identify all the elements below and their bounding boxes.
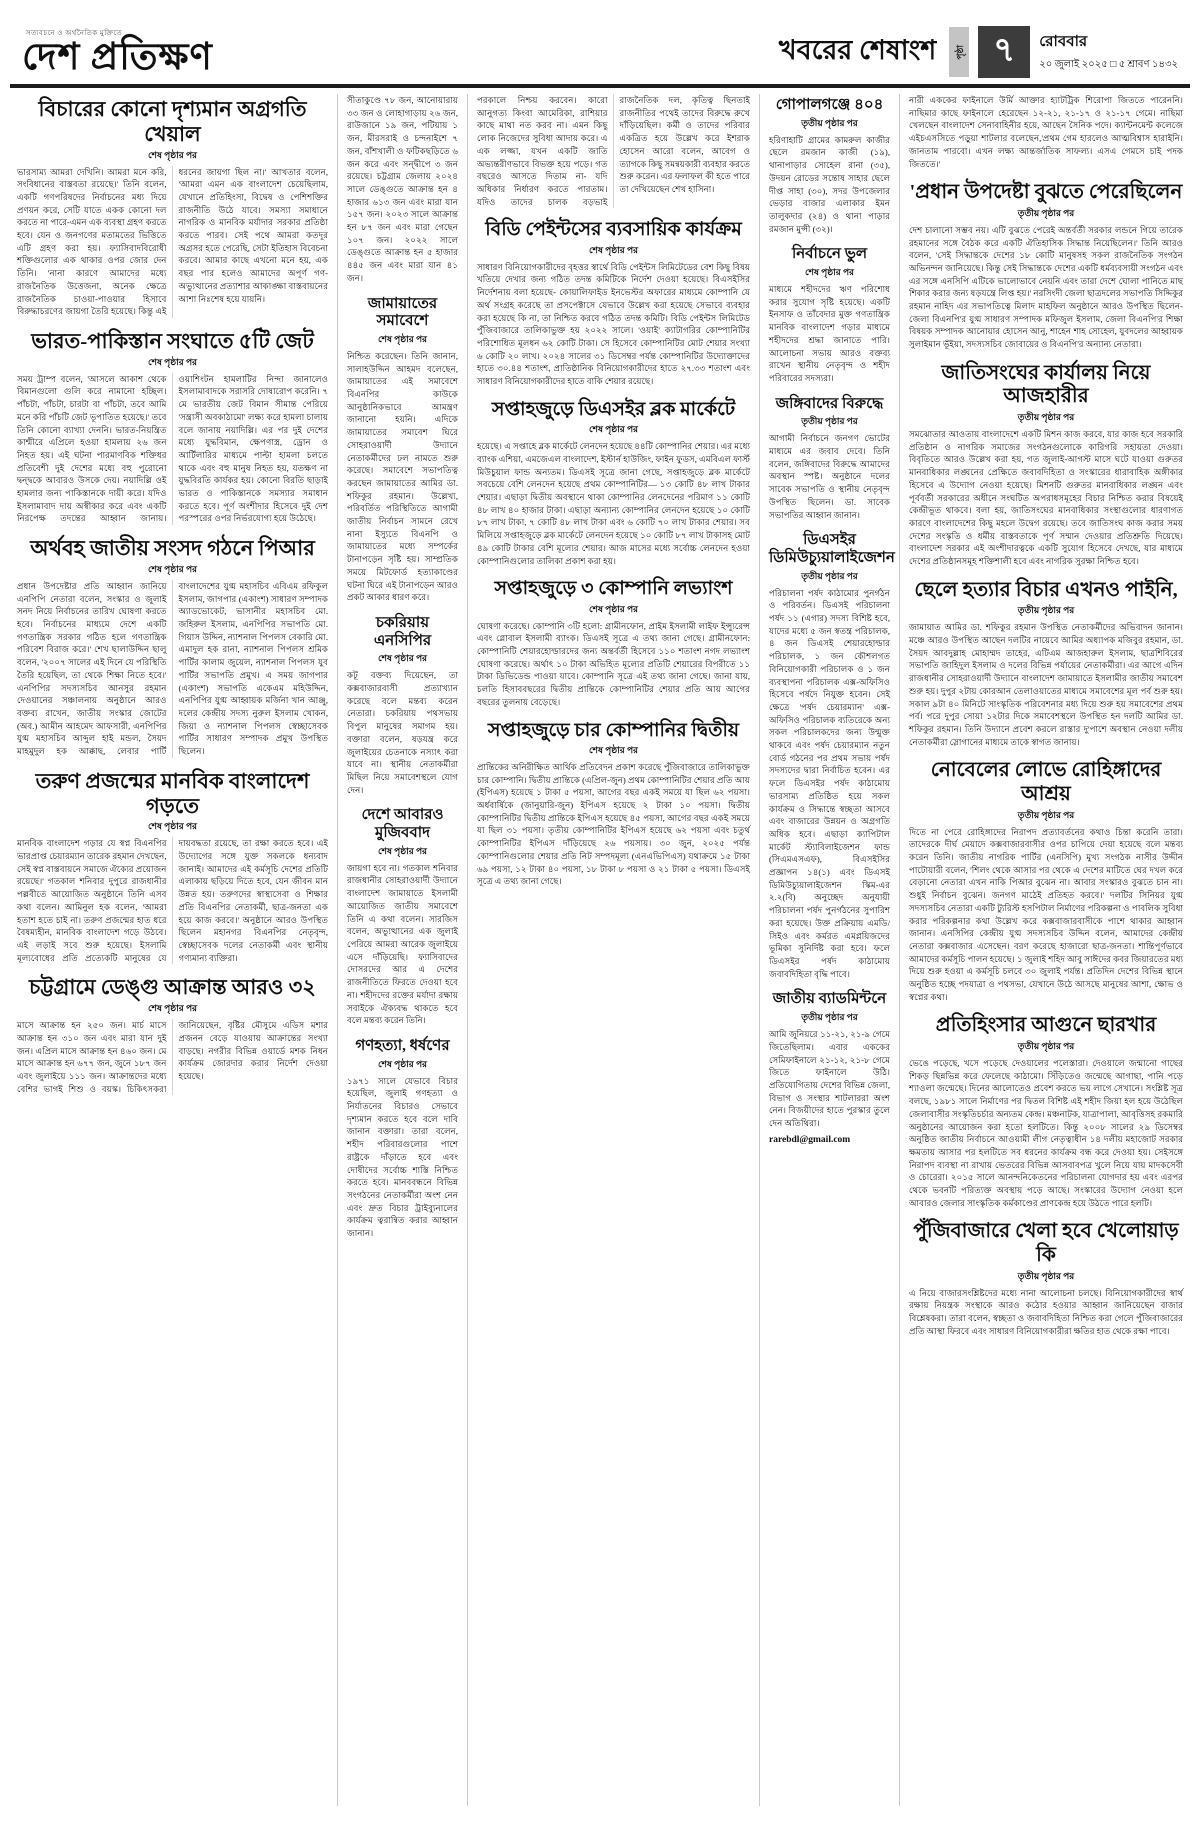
article: [17, 329, 328, 525]
continuation-label: শেষ পৃষ্ঠার পর: [588, 603, 639, 614]
article-body: ১৯৭১ সালে যেভাবে বিচার হয়েছিল, জুলাই গণহত্যা ও নির্যাতনের বিচারও সেভাবে দৃশ্যমান করতে হবে বলে দাবি জানান বক্তারা। তারা বলেন, শহীদ পরিবারগুলোর পাশে রাষ্ট্রকে দাঁড়াতে হবে এবং দোষীদের সর্বোচ্চ শাস্তি নিশ্চিত করতে হবে। মানববন্ধনে বিভিন্ন সংগঠনের নেতাকর্মীরা অংশ নেন এবং দ্রুত বিচার ট্রাইব্যুনালের কার্যক্রম ত্বরান্বিত করার আহ্বান জানান।: [347, 1075, 458, 1239]
article-headline: নোবেলের লোভে রোহিঙ্গাদের আশ্রয়: [930, 759, 1162, 805]
article-body: পরকালে নিশ্চয় করবেন। কারো আনুগত্য কিংবা আমেরিকা, রাশিয়ার কাছে মাথা নত করব না। এমন কিছু লোক নিজেদের সুবিধা আদায় করে। এ এক লজ্জা, যখন একটি জাতি অভ্যন্তরীণভাবে বিভক্ত হয়ে পড়ে। গত বছরেও আসতে দিতাম না- যদি অধিকার নির্ধারণ করতে পারতাম। যদিও তাদের চালক বড়ভাই রাজনৈতিক দল, কৃতিত্ব ছিনতাই রাজনীতির পথেই তাদের বিরুদ্ধে রুখে দাঁড়িয়েছিল। কর্মী ও তাদের পরিবার একত্রিত হয়ে উল্লেখ করে ইশরাক হোসেন আরো বলেন, আবেগ ও ত্যাগকে কিছু সমন্বয়কারী ব্যবহার করতে শুরু করেন। এর ফলাফল কী হতে পারে তা দেখিয়েছেন শেখ হাসিনা।: [477, 95, 750, 207]
article: [477, 94, 750, 208]
article: [909, 1014, 1183, 1209]
date-line: ২০ জুলাই ২০২৫ □ ৫ শ্রাবণ ১৪৩২: [1039, 59, 1178, 70]
masthead-left: [22, 27, 213, 78]
article: [909, 1220, 1183, 1337]
article-headline: সপ্তাহজুড়ে চার কোম্পানির দ্বিতীয়: [487, 719, 740, 741]
date-block: [1039, 30, 1178, 74]
article-body: নারী এককের ফাইনালে উর্মি আক্তার হ্যাটট্রিক শিরোপা জিততে পারেননি। নাছিমার কাছে ফাইনালে হেরেছেন ১২-২১, ২১-১৭ ও ২১-১৭ গেমে। নাছিমা খেলছেন বাংলাদেশ সেনাবাহিনীর হয়ে, আছেন সৈনিক পদে। ক্যান্টনমেন্ট কলেজে এইচএসসিতে পড়ুয়া শাটলার বলেছেন,'প্রথম গেম হারলেও আত্মবিশ্বাস হারাইনি। জানতাম পারবো। এখন লক্ষ্য আন্তর্জাতিক সাফল্য। এসএ গেমসে চাই পদক জিততে।': [909, 95, 1183, 169]
article: [769, 97, 890, 235]
masthead-right: [779, 26, 1178, 78]
article: [909, 94, 1183, 170]
article-headline: সপ্তাহজুড়ে ৩ কোম্পানি লভ্যাংশ: [494, 578, 733, 600]
article-body: প্রান্তিকের অনিরীক্ষিত আর্থিক প্রতিবেদন প্রকাশ করেছে পুঁজিবাজারে তালিকাভুক্ত চার কোম্পানি। দ্বিতীয় প্রান্তিকে (এপ্রিল-জুন) প্রথম কোম্পানিটির শেয়ার প্রতি আয় (ইপিএস) হয়েছে ১ টাকা ৫ পয়সা, আগের বছর একই সময়ে যা ছিল ৬২ পয়সা। অর্ধবার্ষিকে (জানুয়ারি-জুন) ইপিএস হয়েছে ২ টাকা ১০ পয়সা। দ্বিতীয় কোম্পানিটির দ্বিতীয় প্রান্তিকে ইপিএস হয়েছে ৪৫ পয়সা, আগের বছর একই সময়ে যা ছিল ৩১ পয়সা। তৃতীয় কোম্পানিটির ইপিএস হয়েছে ৬২ পয়সা এবং চতুর্থ কোম্পানিটির ইপিএস দাঁড়িয়েছে ২৬ পয়সায়। ৩০ জুন, ২০২৫ পর্যন্ত কোম্পানিগুলোর শেয়ার প্রতি নিট সম্পদমূল্য (এনএভিপিএস) যথাক্রমে ১৫ টাকা ৬৯ পয়সা, ১২ টাকা ৪০ পয়সা, ১৮ টাকা ৮ পয়সা ও ২১ টাকা ৫ পয়সা। ডিএসই সূত্রে এ তথ্য জানা গেছে।: [477, 761, 750, 887]
article-body: জামায়াত আমির ডা. শফিকুর রহমান উপস্থিত নেতাকর্মীদের অভিবাদন জানান। মঞ্চে আরও উপস্থিত আছেন দলটির নায়েবে আমির অধ্যাপক মজিবুর রহমান, ডা. সৈয়দ আবদুল্লাহ মোহাম্মদ তাহের, এটিএম আজহারুল ইসলাম, ছাত্রশিবিরের সভাপতি জাহিদুল ইসলাম ও দলের বিভিন্ন পর্যায়ের নেতাকর্মীরা। এর আগে এদিন রাজধানীর সোহরাওয়ার্দী উদ্যানে বাংলাদেশ জামায়াতে ইসলামীর জাতীয় সমাবেশ শুরু হয়। দুপুর ২টায় কোরআন তেলাওয়াতের মাধ্যমে সমাবেশের মূল পর্ব শুরু হয়। সকাল ৯টা ৪০ মিনিটে সাংস্কৃতিক পরিবেশনার মধ্য দিয়ে শুরু হয় সমাবেশের প্রথম পর্ব। পরে দুপুর সোয়া ১২টার দিকে সমাবেশস্থলে উপস্থিত হন দলটি আমির ডা. শফিকুর রহমান। তিনি উদ্যানে প্রবেশ করলে রাস্তার দু'পাশে অবস্থান নেওয়া দলীয় নেতাকর্মীরা স্লোগানের মাধ্যমে তাকে স্বাগত জানায়।: [909, 622, 1183, 747]
article-headline: দেশে আবারও মুজিববাদ: [361, 807, 444, 842]
continuation-label: তৃতীয় পৃষ্ঠার পর: [801, 117, 858, 128]
article-body: সীতাকুণ্ডে ৭৮ জন, আনোয়ারায় ৩৩ জন ও লোহাগাড়ায় ২৬ জন, রাউজানে ১৯ জন, পটিয়ায় ১ জন, মীরসরাই ও চন্দনাইশে ৭ জন, বাঁশখালী ও ফটিকছড়িতে ৬ জন করে এবং সন্দ্বীপে ৩ জন রয়েছে। চট্টগ্রাম জেলায় ২০২৪ সালে ডেঙ্গুতে আক্রান্ত হন ৪ হাজার ৬১৩ জন এবং মারা যান ১৫৭ জন। ২০২৩ সালে আক্রান্ত হন ৮৭ জন এবং মারা গেছেন ১০৭ জন। ২০২২ সালে ডেঙ্গুতে আক্রান্ত হন ৫ হাজার ৪৪৫ জন এবং মারা যান ৪১ জন।: [347, 95, 458, 283]
article-headline: প্রতিহিংসার আগুনে ছারখার: [935, 1014, 1157, 1037]
continuation-label: তৃতীয় পৃষ্ঠার পর: [1017, 412, 1075, 423]
article-body: এ নিয়ে বাজারসংশ্লিষ্টদের মধ্যে নানা আলোচনা চলছে। বিনিয়োগকারীদের স্বার্থ রক্ষায় নিয়ন্ত্রক সংস্থাকে আরও কঠোর হওয়ার আহ্বান জানিয়েছেন বাজার বিশ্লেষকরা। তারা বলেন, স্বচ্ছতা ও জবাবদিহিতা নিশ্চিত করা গেলে পুঁজিবাজারের প্রতি আস্থা ফিরবে এবং সাধারণ বিনিয়োগকারীরা ক্ষতির হাত থেকে রক্ষা পাবে।: [909, 1287, 1183, 1336]
continuation-label: শেষ পৃষ্ঠার পর: [804, 267, 855, 277]
article-headline: সপ্তাহজুড়ে ডিএসইর ব্লক মার্কেটে: [491, 398, 736, 420]
article-body: দিতে না পেরে রোহিঙ্গাদের নিরাপদ প্রত্যাবর্তনের কথাও চিন্তা করেনি তারা। তাদেরকে দীর্ঘ মেয়াদে কক্সবাজারবাসীর ওপর চাপিয়ে দেয়া হয়েছে বলে মন্তব্য করেন তিনি। জাতীয় নাগরিক পার্টির (এনসিপি) মুখ্য সংগঠক নাসীর উদ্দীন পাটোয়ারী বলেন, 'শিলং থেকে আসার পর থেকে এ দেশের মাটিতে ঘের দখল করে বেড়ানো নেতারা এখন নাকি পিআর বুঝেন না। আবার সংস্কারও বুঝতে চান না। শুধুই নির্বাচন বুঝেন। জনগণ মাঠেই প্রতিহত করবে।' দলটির সিনিয়র যুগ্ম সদস্যসচিব নেতারা একটি ট্যুরিস্ট হসপিটাল নির্মাণের পরিকল্পনা ও পাবলিক সুবিধা করার পরিকল্পনার কথা উল্লেখ করে কক্সবাজারবাসীকে পাশে থাকার আহ্বান জানান। এনসিপির কেন্দ্রীয় যুগ্ম সদস্যসচিব উদ্দিন বলেন, আমাদের কেন্দ্রীয় নেতারা কক্সবাজার এসেছেন। বরণ করেছে হাজারো ছাত্র-জনতা। শান্তিপূর্ণভাবে আমাদের কর্মসূচি পালন হয়েছে। ১ জুলাই শহিদ আবু সাঈদের কবর জিয়ারতের মধ্য দিয়ে শুরু হওয়া এ কর্মসূচি চলবে ৩০ জুলাই পর্যন্ত। প্রতিদিন দেশের বিভিন্ন স্থানে অনুষ্ঠিত হচ্ছে পদযাত্রা ও পথসভা, যেখানে উঠে আসছে মানুষের আশা, ক্ষোভ ও স্বপ্নের কথা।: [909, 826, 1183, 1002]
region-column-5: [760, 94, 900, 1806]
article-body: ঘোষণা করেছে। কোম্পানি ৩টি হলো: গ্রামীনফোন, প্রাইম ইসলামী লাইফ ইন্স্যুরেন্স এবং গ্লোবাল ইসলামী ব্যাংক। ডিএসই সূত্রে এ তথ্য জানা গেছে। গ্রামীনফোন: কোম্পানিটি শেয়ারহোল্ডারদের জন্য অন্তর্বর্তী হিসেবে ১১০ শতাংশ নগদ লভ্যাংশ ঘোষণা করেছে। অর্থাৎ ১০ টাকা অভিহিত মূল্যের প্রতিটি শেয়ারের বিপরীতে ১১ টাকা ডিভিডেন্ড পাওয়া যাবে। কোম্পানি সূত্রে এই তথ্য জানা গেছে। জানা যায়, চলতি হিসাববছরের দ্বিতীয় প্রান্তিকে কোম্পানিটির শেয়ার প্রতি আয় আগের বছরের তুলনায় বেড়েছে।: [477, 620, 750, 707]
continuation-label: শেষ পৃষ্ঠার পর: [377, 333, 428, 344]
article: [17, 536, 328, 758]
article-body: ভারসাম্য আমরা দেখিনি। আমরা মনে করি, সংবিধানের বাস্তবতা রয়েছে।' তিনি বলেন, একটি গণপরিষদের নির্বাচনের মধ্য দিয়ে প্রণয়ন করে, সেটি যাতে একক কোনো দল করতে না পারে-এমন এক ব্যবস্থা গ্রহণ করতে হবে। যেন ও জনগণের মতামতের ভিত্তিতে এটি গ্রহণ করা হয়। ফ্যাসিবাদবিরোধী শক্তিগুলোর এক থাকার ওপর জোর দেন তিনি। 'নানা কারণে আমাদের মধ্যে রাজনৈতিক উত্তেজনা, অনেক ক্ষেত্রে রাজনৈতিক চাওয়া-পাওয়ার হিসাবে বিরুদ্ধাচরণের জায়গা তৈরি হয়েছে। কিন্তু এই ধরনের জায়গা ছিল না।' আখতার বলেন, 'আমরা এমন এক বাংলাদেশ চেয়েছিলাম, যেখানে প্রতিহিংসা, বিদ্বেষ ও পেশিশক্তির রাজনীতি উঠে যাবে। সমস্যা সমাধানে নাগরিক ও মানবিক মর্যাদার সরকার প্রতিষ্ঠা করতে পারব। সেই পথে আমরা কতদূর অগ্রসর হতে পেরেছি, সেটা ইতিহাস বিবেচনা করবে। আমার কাছে এখনো মনে হয়, এক বছর পার হলেও আমাদের অপূর্ণ গণ-অভ্যুত্থানের প্রত্যাশার আকাঙ্ক্ষা বাস্তবায়নের আশা নিঃশেষ হয়ে যায়নি।: [17, 166, 328, 317]
article-headline: তরুণ প্রজন্মের মানবিক বাংলাদেশ গড়তে: [35, 768, 310, 818]
article: [347, 1038, 458, 1240]
article-body: সমঝোতার আওতায় বাংলাদেশে একটি মিশন কাজ করবে, যার কাজ হবে সরকারি প্রতিষ্ঠান ও নাগরিক সমাজের সংগঠনগুলোকে কারিগরি সহায়তা দেওয়া। বিবৃতিতে আরও উল্লেখ করা হয়, গত জুলাই-আগস্ট মাসে ঘটে যাওয়া গুরুতর মানবাধিকার লঙ্ঘনের প্রেক্ষিতে জবাবদিহিতা ও সংস্কারের ধারাবাহিক অঙ্গীকার হিসেবে এ উদ্যোগ নেওয়া হয়েছে। মিশনটি গুরুতর মানবাধিকার লঙ্ঘন এবং পূর্ববর্তী সরকারের অধীনে সংঘটিত অপরাধসমূহের বিচার নিশ্চিত করার বিষয়েই কেন্দ্রীভূত থাকবে। বলা হয়, জাতিসংঘের মানবাধিকার সংস্থাগুলোর ধারণাগত কারণে বাংলাদেশের কিছু মহলে উদ্বেগ রয়েছে। তবে জাতিসংঘ কাজ করার সময় দেশের সংস্কৃতি ও ধর্মীয় বাস্তবতাকে পূর্ণ সম্মান দেওয়ার প্রতিশ্রুতি দিয়েছে। বাংলাদেশ সরকার এই অংশীদারত্বকে একটি সুযোগ হিসেবে দেখছে, যার মাধ্যমে দেশের প্রতিষ্ঠানসমূহ শক্তিশালী হবে এবং নাগরিক সুরক্ষা নিশ্চিত হবে।: [909, 429, 1183, 567]
article: [477, 720, 750, 888]
article-headline: বিচারের কোনো দৃশ্যমান অগ্রগতি খেয়াল: [38, 97, 307, 146]
section-title: খবরের শেষাংশ: [778, 34, 937, 65]
article: [477, 399, 750, 567]
article: [769, 532, 895, 980]
article: [17, 975, 328, 1095]
article-body: প্রধান উপদেষ্টার প্রতি আহ্বান জানিয়ে এনপিপি নেতারা বলেন, সংস্কার ও জুলাই সনদ নিয়ে নির্বাচনের তারিখ ঘোষণা করতে হবে। নির্বাচনের মাধ্যমে দেশে একটি গণতান্ত্রিক সরকার গঠিত হলে গণতান্ত্রিক পরিবেশ বিরাজ করে।' শেখ ছালাউদ্দিন ছালু বলেন, '২০০৭ সালের এই দিনে যে পরিস্থিতি তৈরি হয়েছিল, তা থেকে শিক্ষা নিতে হবে।' এনপিপির সদস্যসচিব আনসুর রহমান দেওয়ানের সঞ্চালনায় অনুষ্ঠানে আরও বক্তব্য রাখেন, জাতীয় সংস্কার জোটের (অব.) আমীন আহমেদ আফসারী, এনপিপির যুগ্ম মহাসচিব আব্দুল হাই মন্ডল, সৈয়দ মাহমুদুল হক আক্কাছ, লেবার পার্টি বাংলাদেশের যুগ্ম মহাসচিব এবিএম রফিকুল ইসলাম, জাগপার (একাংশ) সাধারণ সম্পাদক অ্যাডভোকেট, ভাসানীর মহাসচিব মো. জহিরুল ইসলাম, এনপিপির সভাপতি মো. গিয়াস উদ্দিন, ন্যাশনাল পিপলস বেকারি মো. এমাদুল হক রানা, ন্যাশনাল পিপলস শ্রমিক পার্টির কালাম জুয়েল, ন্যাশনাল পিপলস যুব পার্টির সভাপতি প্রমুখ। এ সময় জাগপার (একাংশ) সভাপতি একেএম মহিউদ্দিন, এনপিপির যুগ্ম আহ্বায়ক মর্জিনা খান আঞ্জু, দলের কেন্দ্রীয় সদস্য নুরুল ইসলাম খোকন, জিয়া ও ন্যাশনাল পিপলস স্বেচ্ছাসেবক পার্টির সাধারণ সম্পাদক প্রমুখ উপস্থিত ছিলেন।: [17, 580, 328, 757]
article-body: মাসে আক্রান্ত হন ২৫০ জন। মার্চ মাসে আক্রান্ত হন ৩১০ জন এবং মারা যান দুই জন। এপ্রিল মাসে আক্রান্ত হন ৪৬০ জন। মে মাসে আক্রান্ত হন ৬৭৭ জন, জুনে ১৮৭ জন এবং জুলাইয়ে ১১১ জন। আক্রান্তদের মধ্যে বেশির ভাগই শিশু ও বয়স্ক। চিকিৎসকরা জানিয়েছেন, বৃষ্টির মৌসুমে এডিস মশার প্রজনন বেড়ে যাওয়ায় আক্রান্তের সংখ্যা বাড়ছে। নগরীর বিভিন্ন ওয়ার্ডে মশক নিধন কার্যক্রম জোরদার করার নির্দেশ দেওয়া হয়েছে।: [17, 1020, 328, 1094]
article-headline: বিডি পেইন্টসের ব্যবসায়িক কার্যক্রম: [485, 219, 742, 241]
article: [347, 807, 458, 1027]
article: [769, 396, 890, 522]
article: [347, 296, 458, 604]
article-body: কটূ বক্তব্য দিয়েছেন, তা কক্সবাজারবাসী প্রত্যাখ্যান করেছে বলে মন্তব্য করেন নেতারা। চকরিয়ায় পথসভায় বিপুল মানুষের সমাগম হয়। বক্তারা বলেন, ষড়যন্ত্র করে জুলাইয়ের চেতনাকে নস্যাৎ করা যাবে না। স্থানীয় নেতাকর্মীরা মিছিল নিয়ে সমাবেশস্থলে যোগ দেন।: [347, 670, 458, 795]
article: [347, 615, 458, 796]
article-headline: চকরিয়ায় এনসিপির: [373, 614, 432, 649]
article-body: আমি জুনিয়রে ১১-২১, ২১-৯ গেমে জিতেছিলাম। এবার এককের সেমিফাইনালে ২১-১২, ২১-৮ গেমে জিতে ফাইনালে উঠি। প্রতিযোগিতায় দেশের বিভিন্ন জেলা, বিভাগ ও সংস্থার শাটলাররা অংশ নেন। বিজয়ীদের হাতে পুরস্কার তুলে দেন অতিথিরা।: [769, 1029, 890, 1129]
continuation-label: শেষ পৃষ্ঠার পর: [588, 424, 639, 435]
newspaper-logo: দেশ প্রতিক্ষণ: [22, 37, 213, 79]
article-headline: চট্টগ্রামে ডেঙ্গু আক্রান্ত আরও ৩২: [29, 975, 316, 1000]
article: [909, 362, 1183, 568]
continuation-label: শেষ পৃষ্ঠার পর: [147, 356, 198, 367]
continuation-label: শেষ পৃষ্ঠার পর: [147, 821, 198, 832]
article: [769, 246, 890, 384]
continuation-label: শেষ পৃষ্ঠার পর: [377, 845, 428, 856]
article-body: হরিণাহাটি গ্রামের কামরুল কাজীর ছেলে রমজান কাজী (১৯), থানাপাড়ার সোহেল রানা (৩৫), উদয়ন রোডের সন্তোষ সাহার ছেলে দীপ্ত সাহা (৩০), সদর উপজেলার ভেড়ার বাজার এলাকার ইমন তালুকদার (২৪) ও থানা পাড়ার রমজান মুন্সী (৩২)।: [769, 134, 890, 234]
continuation-label: শেষ পৃষ্ঠার পর: [377, 653, 428, 664]
article-body: সাধারণ বিনিয়োগকারীদের বৃহত্তর স্বার্থে বিডি পেইন্টস লিমিটেডের বেশ কিছু বিষয় খতিয়ে দেখার জন্য গঠিত তদন্ত কমিটিকে নির্দেশ দেওয়া হয়েছে। বিএসইসির নির্দেশনায় বলা হয়েছে- কোয়ালিফাইড ইনভেস্টর অফারের মাধ্যমে কোম্পানি যে অর্থ সংগ্রহ করেছে তা প্রসপেক্টাসে যেভাবে উল্লেখ করা হয়েছে সেভাবে ব্যবহার করা হয়েছে কি না, তা নিশ্চিত করবে গঠিত তদন্ত কমিটি। বিডি পেইন্টস লিমিটেড পুঁজিবাজারে তালিকাভুক্ত হয় ২০২২ সালে। 'ওয়াই' ক্যাটাগরির কোম্পানিটির পরিশোধিত মূলধন ৬২ কোটি টাকা। সে হিসেবে কোম্পানিটির মোট শেয়ার সংখ্যা ৬ কোটি ২০ লাখ। ২০২৪ সালের ৩১ ডিসেম্বর পর্যন্ত কোম্পানিটির উদ্যোক্তাদের হাতে ৩০.৪৪ শতাংশ, প্রাতিষ্ঠানিক বিনিয়োগকারীদের হাতে ২৭.৩৩ শতাংশ এবং সাধারণ বিনিয়োগকারীদের হাতে বাকি শেয়ার রয়েছে।: [477, 261, 750, 387]
continuation-label: শেষ পৃষ্ঠার পর: [588, 744, 639, 755]
article-body: নিশ্চিত করেছেন। তিনি জানান, সালাহউদ্দিন আহমদ বলেছেন, জামায়াতের এই সমাবেশে বিএনপির কাউকে আনুষ্ঠানিকভাবে আমন্ত্রণ জানানো হয়নি। এদিকে জামায়াতের সমাবেশ ঘিরে সোহরাওয়ার্দী উদ্যানে নেতাকর্মীদের ঢল নামতে শুরু করেছে। সমাবেশে সভাপতিত্ব করছেন জামায়াতের আমির ডা. শফিকুর রহমান। উল্লেখ্য, পরিবর্তিত পরিস্থিতিতে আগামী জাতীয় নির্বাচন সামনে রেখে নানা ইস্যুতে বিএনপি ও জামায়াতের মধ্যে সম্পর্কের টানাপড়েন সৃষ্টি হয়। সাম্প্রতিক সময়ে মিটফোর্ড হত্যাকাণ্ডের ঘটনা ঘিরে এই টানাপড়েন আরও প্রকট আকার ধারণ করে।: [347, 350, 458, 603]
article: [477, 578, 750, 708]
article-headline: গণহত্যা, ধর্ষণের: [355, 1037, 450, 1054]
masthead: [8, 26, 1192, 80]
continuation-label: শেষ পৃষ্ঠার পর: [588, 244, 639, 255]
continuation-label: তৃতীয় পৃষ্ঠার পর: [1017, 1270, 1075, 1281]
article-headline: জাতিসংঘের কার্যালয় নিয়ে আজহারীর: [941, 361, 1151, 408]
continuation-label: তৃতীয় পৃষ্ঠার পর: [1017, 207, 1075, 218]
weekday-label: রোববার: [1039, 34, 1088, 50]
continuation-label: শেষ পৃষ্ঠার পর: [147, 1003, 198, 1014]
article-headline: পুঁজিবাজারে খেলা হবে খেলোয়াড় কি: [913, 1220, 1179, 1267]
article-body: জায়গা হবে না। গতকাল শনিবার রাজধানীর সোহরাওয়ার্দী উদ্যানে বাংলাদেশ জামায়াতে ইসলামী আয়োজিত জাতীয় সমাবেশে তিনি এ কথা বলেন। সারজিস বলেন, অভ্যুত্থানের এক জুলাই পেরিয়ে আমরা আরেক জুলাইয়ে এসে দাঁড়িয়েছি। ফ্যাসিবাদের দোসরদের আর এ দেশের রাজনীতিতে ফিরতে দেওয়া হবে না। শহীদদের রক্তের মর্যাদা রক্ষায় সবাইকে ঐক্যবদ্ধ থাকতে হবে বলে মন্তব্য করেন তিনি।: [347, 862, 458, 1026]
article: [477, 219, 750, 387]
article: [909, 181, 1183, 351]
masthead-rule: [10, 84, 1190, 88]
article: [17, 769, 328, 965]
article-headline: ভারত-পাকিস্তান সংঘাতে ৫টি জেট: [31, 328, 314, 353]
continuation-label: শেষ পৃষ্ঠার পর: [147, 563, 198, 574]
article: [909, 759, 1183, 1003]
article-body: মাধ্যমে শহীদদের ঋণ পরিশোধ করার সুযোগ সৃষ্টি হয়েছে। একটি ইনসাফ ও তাঁবেদার মুক্ত গণতান্ত্রিক মানবিক বাংলাদেশ গড়ার মাধ্যমে শহীদদের শ্রদ্ধা জানাতে পারি। আলোচনা সভায় আরও বক্তব্য রাখেন স্থানীয় নেতৃবৃন্দ ও শহীদ পরিবারের সদস্যরা।: [769, 284, 890, 383]
contact-email: rarebdl@gmail.com: [769, 1134, 851, 1145]
region-left-double-column: [8, 94, 338, 1806]
article-body: মানবিক বাংলাদেশ গড়ার যে স্বপ্ন বিএনপির ভারপ্রাপ্ত চেয়ারম্যান তারেক রহমান দেখছেন, সেই স্বপ্ন বাস্তবায়নে সমাজে ঐক্যের প্রয়োজন রয়েছে।' গতকাল শনিবার দুপুরে রাজধানীর পল্লবীতে আয়োজিত অনুষ্ঠানে তিনি এসব কথা বলেন। আমিনুল হক বলেন, 'আমরা হতাশ হতে চাই না। তরুণ প্রজন্মের হাত ধরে বৈষম্যহীন, মানবিক বাংলাদেশ গড়ে উঠবে। এই লড়াই সবে শুরু হয়েছে। ইসলামি মূল্যবোধের প্রতি প্রত্যেকটি মানুষের যে দায়বদ্ধতা রয়েছে, তা রক্ষা করতে হবে। এই উদ্যোগের সঙ্গে যুক্ত সকলকে ধন্যবাদ জানাই। আমাদের এই কর্মসূচি দেশের প্রতিটি এলাকায় ছড়িয়ে দিতে হবে, যেন জীবন মান উন্নত হয়। তরুণদের স্বাস্থ্যসেবা ও শিক্ষার প্রতি বিএনপির নেতাকর্মী, ছাত্র-জনতা এক হয়ে কাজ করবে।' অনুষ্ঠানে আরও উপস্থিত ছিলেন মহানগর বিএনপির নেতৃবৃন্দ, স্বেচ্ছাসেবক দলের নেতাকর্মী এবং স্থানীয় গণ্যমান্য ব্যক্তিরা।: [17, 838, 328, 963]
article-headline: 'প্রধান উপদেষ্টা বুঝতে পেরেছিলেন: [909, 181, 1183, 204]
article-headline: নির্বাচনে ভুল: [791, 246, 868, 263]
continuation-label: শেষ পৃষ্ঠার পর: [377, 1058, 428, 1069]
article-headline: গোপালগঞ্জে ৪০৪: [775, 97, 884, 113]
masthead-tagline: সত্যবচনে ও অর্থনৈতিক মুক্তিতে: [26, 29, 123, 38]
page-number: ৭: [978, 26, 1030, 78]
page-word-label: পৃষ্ঠা: [954, 44, 965, 60]
continuation-label: তৃতীয় পৃষ্ঠার পর: [801, 1012, 858, 1023]
region-column-3: [338, 94, 468, 1806]
continuation-label: তৃতীয় পৃষ্ঠার পর: [1017, 1041, 1075, 1052]
region-column-4: [468, 94, 760, 1806]
article-headline: জঙ্গিবাদের বিরুদ্ধে: [775, 395, 884, 412]
article-body: ভেঙে পড়েছে, খসে পড়েছে দেওয়ালের পলেস্তারা। দেওয়ালে জন্মানো গাছের শিকড় ছিন্নভিন্ন করে ফেলেছে কাঠামো। সিঁড়িতেও জন্মেছে আগাছা, পানি পড়ে শ্যাওলা জন্মেছে। দিনের আলোতেও প্রবেশ করতে ভয় লাগে সেখানে। সংশ্লিষ্ট সূত্র বলছে, ১৯৮১ সালে নির্মাণের পর দ্বিতল বিশিষ্ট এই শহীদ জিয়া হল হয়ে উঠেছিল জেলাবাসীর সংস্কৃতিচর্চার অন্যতম কেন্দ্র। মঞ্চনাটক, যাত্রাপালা, আবৃত্তিসহ রকমারি অনুষ্ঠানের আয়োজন করা হতো হলটিতে। কিন্তু ২০০৮ সালের ২৯ ডিসেম্বর অনুষ্ঠিত জাতীয় নির্বাচনে আওয়ামী লীগ নেতৃত্বাধীন ১৪ দলীয় মহাজোট সরকার ক্ষমতায় আসার পর হলটিতে সব ধরনের কার্যক্রম বন্ধ করে দেওয়া হয়। সেইসঙ্গে নিরাপদ ব্যবস্থা না রাখায় ভেতরের বিভিন্ন আসবাবপত্র খুলে নিয়ে যায় মাদকসেবী ও চোরেরা। ২০১৫ সালে আনন্দনিকেতনের পরিচালনা যোগদার হয় এবং এরপর থেকে ভবনটি পরিত্যক্ত অবস্থায় পড়ে আছে। সংস্কারের উদ্যোগ নেওয়া হলে আবারও জেলার সাংস্কৃতিক কর্মকাণ্ডের প্রাণকেন্দ্র হয়ে উঠতে পারে হলটি।: [909, 1058, 1183, 1208]
article-headline: ডিএসইর ডিমিউচ্যুয়ালাইজেশন: [769, 532, 895, 566]
article-body: সময় ট্রাম্প বলেন, 'আসলে আকাশ থেকে বিমানগুলো গুলি করে নামানো হচ্ছিল। পাঁচটা, পাঁচটা, চারটা বা পাঁচটা, তবে আমি মনে করি পাঁচটি জেট ভূপাতিত হয়েছে।' তবে তিনি কোনো ব্যাখ্যা দেননি। ভারত-নিয়ন্ত্রিত কাশ্মীরে এপ্রিলে হওয়া হামলায় ২৬ জন নিহত হয়। এই ঘটনা পারমাণবিক শক্তিধর প্রতিবেশী দুই দেশের মধ্যে বহু পুরোনো দ্বন্দ্বকে আবারও উসকে দেয়। নয়াদিল্লি ওই হামলার জন্য পাকিস্তানকে দায়ী করে। যদিও ইসলামাবাদ দায় অস্বীকার করে এবং একটি নিরপেক্ষ তদন্তের আহ্বান জানায়। ওয়াশিংটন হামলাটির নিন্দা জানালেও ইসলামাবাদকে সরাসরি দোষারোপ করেনি। ৭ মে ভারতীয় জেট বিমান সীমান্ত পেরিয়ে 'সন্ত্রাসী অবকাঠামো' লক্ষ্য করে হামলা চালায় বলে জানায় নয়াদিল্লি। এর পর দুই দেশের মধ্যে যুদ্ধবিমান, ক্ষেপণাস্ত্র, ড্রোন ও আর্টিলারির মাধ্যমে পাল্টা হামলা চলতে থাকে এবং বহু মানুষ নিহত হয়, যতক্ষণ না যুদ্ধবিরতি কার্যকর হয়। কোনো বিরতি ছাড়াই ভারত ও পাকিস্তানকে সমস্যার সমাধান করতে হবে। পূর্ণ অংশীদার হিসেবে দুই দেশ পরস্পরের ওপর নির্ভরযোগ্য হয়ে উঠেছে।: [17, 373, 328, 524]
continuation-label: তৃতীয় পৃষ্ঠার পর: [801, 416, 858, 427]
article: [17, 97, 328, 318]
continuation-label: তৃতীয় পৃষ্ঠার পর: [1017, 809, 1075, 820]
article-body: পরিচালনা পর্ষদ কাঠামোর পুনর্গঠন ও পরিবর্তন। ডিএসই পরিচালনা পর্ষদ ১১ (এগার) সদস্য বিশিষ্ট হবে, যাদের মধ্যে ৫ জন স্বতন্ত্র পরিচালক, ৪ জন ডিএসই শেয়ারহোল্ডার পরিচালক, ১ জন কৌশলগত বিনিয়োগকারী পরিচালক ও ১ জন ব্যবস্থাপনা পরিচালক এক্স-অফিসিও হিসেবে পর্ষদে নিযুক্ত হবেন। সেই ক্ষেত্রে 'পর্ষদ চেয়ারম্যান' এক্স-অফিসিও পরিচালক ব্যতিরেকে অন্য সকল পরিচালকদের জন্য উন্মুক্ত থাকবে এবং পর্ষদ চেয়ারম্যান নতুন বোর্ড গঠনের পর প্রথম সভায় পর্ষদ সদস্যদের দ্বারা নির্বাচিত হবেন। এর ফলে ডিএসইর পর্ষদ কাঠামোয় ভারসাম্য প্রতিষ্ঠিত হয়ে সকল কার্যক্রম ও সিদ্ধান্তে স্বচ্ছতা আসবে এবং বাজারের উন্নয়ন ও অগ্রগতি অধিক হবে। এছাড়া ক্যাপিটাল মার্কেট স্ট্যাবিলাইজেশন ফান্ড (সিএমএসএফ), বিএসইসির প্রজ্ঞাপন ১৪(১) এবং ডিএসই ডিমিউচ্যুয়ালাইজেশন স্কিম-এর ২.২(বি) অনুচ্ছেদ অনুযায়ী পরিচালনা পর্ষদ পুনর্গঠনের সুপারিশ করা হয়েছে। উক্ত প্রক্রিয়ায় এমডি/সিইও এবং কর্মরত এমপ্লয়িজদের ভূমিকা সুনির্দিষ্ট করা হবে। ফলে ডিএসইর পর্ষদ কাঠামোয় জবাবদিহিতা বৃদ্ধি পাবে।: [769, 587, 890, 979]
article: [769, 991, 890, 1144]
continuation-label: শেষ পৃষ্ঠার পর: [147, 149, 198, 160]
article-body: হয়েছে। এ সপ্তাহে ব্লক মার্কেটে লেনদেন হয়েছে ৪৪টি কোম্পানির শেয়ার। এর মধ্যে ব্যাংক এশিয়া, এমজেএল বাংলাদেশ, ইস্টার্ন হাউজিং, ফাইন ফুডস, এমবিএল ফার্স্ট মিউচুয়াল ফান্ড অন্যতম। ডিএসই সূত্রে জানা গেছে, সপ্তাহজুড়ে ব্লক মার্কেটে সবচেয়ে বেশি লেনদেন হয়েছে প্রথম কোম্পানিটির— ১৩ কোটি ৪৮ লাখ টাকার শেয়ার। এছাড়া দ্বিতীয় অবস্থানে থাকা কোম্পানির লেনদেনের পরিমাণ ১১ কোটি ৪৮ লাখ ৪০ হাজার টাকা। এছাড়া অন্যান্য কোম্পানির লেনদেন হয়েছে ১০ কোটি ৮৭ লাখ টাকা, ৭ কোটি ৪৮ লাখ টাকা এবং ৬ কোটি ৭০ লাখ টাকার শেয়ার। সব মিলিয়ে সপ্তাহজুড়ে ব্লক মার্কেটে লেনদেন হয়েছে ১০ কোটি ৮৭ লাখ টাকাসহ মোট ৪৯ কোটি টাকার বেশি মূল্যের শেয়ার। আজ মাসের মধ্যে সর্বোচ্চ লেনদেন হওয়া কোম্পানিগুলোর তালিকা প্রকাশ করা হয়।: [477, 441, 751, 566]
region-column-6: [900, 94, 1192, 1806]
article-headline: অর্থবহ জাতীয় সংসদ গঠনে পিআর: [30, 536, 315, 561]
article: [347, 94, 458, 285]
article-body: দেশ চালানো সম্ভব নয়। এটি বুঝতে পেরেই অন্তর্বর্তী সরকার লন্ডনে গিয়ে তারেক রহমানের সঙ্গে বৈঠক করে একটি ঐতিহাসিক সিদ্ধান্ত নিয়েছিলেন।' তিনি আরও বলেন, 'সেই সিদ্ধান্তকে দেশের ১৮ কোটি মানুষসহ সকল রাজনৈতিক সংগঠন অভিনন্দন জানিয়েছে। কিন্তু সেই সিদ্ধান্তকে দেশের একটি ধর্মব্যবসায়ী সংগঠন এবং এর সঙ্গে এনসিপি এটিকে ভালোভাবে নেয়নি এবং তারা দেশে ঘোলা পানিতে মাছ শিকার করার জন্য ষড়যন্ত্রে লিপ্ত হয়।' নরসিংদী জেলা ছাত্রদলের সভাপতি সিদ্দিকুর রহমান নাহিদ এর সভাপতিত্বে মিলাদ মাহফিল অনুষ্ঠানে আরও উপস্থিত ছিলেন- জেলা বিএনপি'র যুগ্ম সাধারণ সম্পাদক মফিজুল ইসলাম, জেলা বিএনপি'র শিক্ষা বিষয়ক সম্পাদক আনোয়ার হোসেন আনু, শাহেন শাহ সোহেল, যুবদলের আহ্বায়ক সুলাইমান ভূঁইয়া, সদস্যসচিব জোবায়ের ও বিএনপি'র অন্যান্য নেতারা।: [909, 224, 1183, 350]
article-headline: জামায়াতের সমাবেশে: [367, 295, 438, 330]
column-layout: [8, 94, 1192, 1806]
continuation-label: তৃতীয় পৃষ্ঠার পর: [801, 570, 858, 581]
continuation-label: তৃতীয় পৃষ্ঠার পর: [1017, 605, 1075, 616]
article-headline: জাতীয় ব্যাডমিন্টনে: [772, 991, 887, 1008]
page-word-box: [949, 27, 969, 77]
article-body: আগামী নির্বাচনে জনগণ ভোটের মাধ্যমে এর জবাব দেবে। তিনি বলেন, জঙ্গিবাদের বিরুদ্ধে আমাদের অবস্থান স্পষ্ট। অনুষ্ঠানে দলের সাবেক সভাপতি ও স্থানীয় নেতৃবৃন্দ উপস্থিত ছিলেন। ডা. সাবেক সভাপতির আহ্বান জানান।: [769, 433, 890, 520]
article-headline: ছেলে হত্যার বিচার এখনও পাইনি,: [914, 578, 1178, 601]
article: [909, 579, 1183, 749]
